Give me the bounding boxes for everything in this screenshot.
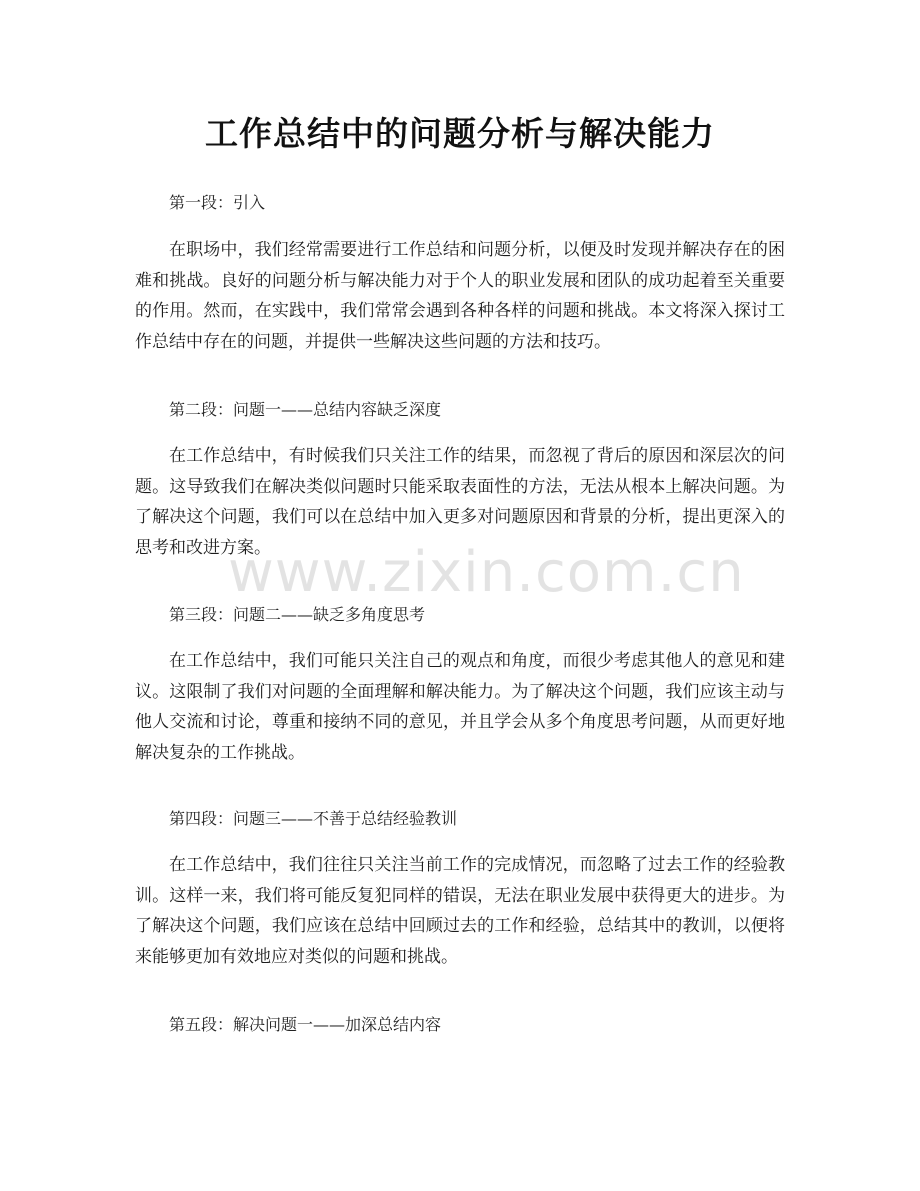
section-heading-2: 第二段：问题一——总结内容缺乏深度	[169, 400, 442, 419]
section-heading-1: 第一段：引入	[169, 193, 266, 212]
section-paragraph-1: 在职场中，我们经常需要进行工作总结和问题分析，以便及时发现并解决存在的困难和挑战。良好的问题分析与解决能力对于个人的职业发展和团队的成功起着至关重要的作用。然而，在实践中，我们常常会遇到各种各样的问题和挑战。本文将深入探讨工作总结中存在的问题，并提供一些解决这些问题的方法和技巧。	[135, 240, 785, 352]
section-paragraph-2: 在工作总结中，有时候我们只关注工作的结果，而忽视了背后的原因和深层次的问题。这导致我们在解决类似问题时只能采取表面性的方法，无法从根本上解决问题。为了解决这个问题，我们可以在总结中加入更多对问题原因和背景的分析，提出更深入的思考和改进方案。	[135, 446, 785, 558]
watermark: www.zixin.com.cn	[228, 540, 745, 605]
section-paragraph-4: 在工作总结中，我们往往只关注当前工作的完成情况，而忽略了过去工作的经验教训。这样一来，我们将可能反复犯同样的错误，无法在职业发展中获得更大的进步。为了解决这个问题，我们应该在总结中回顾过去的工作和经验，总结其中的教训，以便将来能够更加有效地应对类似的问题和挑战。	[135, 855, 785, 967]
section-heading-3: 第三段：问题二——缺乏多角度思考	[169, 605, 426, 624]
section-heading-4: 第四段：问题三——不善于总结经验教训	[169, 809, 458, 828]
section-paragraph-3: 在工作总结中，我们可能只关注自己的观点和角度，而很少考虑其他人的意见和建议。这限制了我们对问题的全面理解和解决能力。为了解决这个问题，我们应该主动与他人交流和讨论，尊重和接纳不同的意见，并且学会从多个角度思考问题，从而更好地解决复杂的工作挑战。	[135, 651, 785, 763]
document-title: 工作总结中的问题分析与解决能力	[205, 114, 715, 153]
section-heading-5: 第五段：解决问题一——加深总结内容	[169, 1015, 442, 1034]
